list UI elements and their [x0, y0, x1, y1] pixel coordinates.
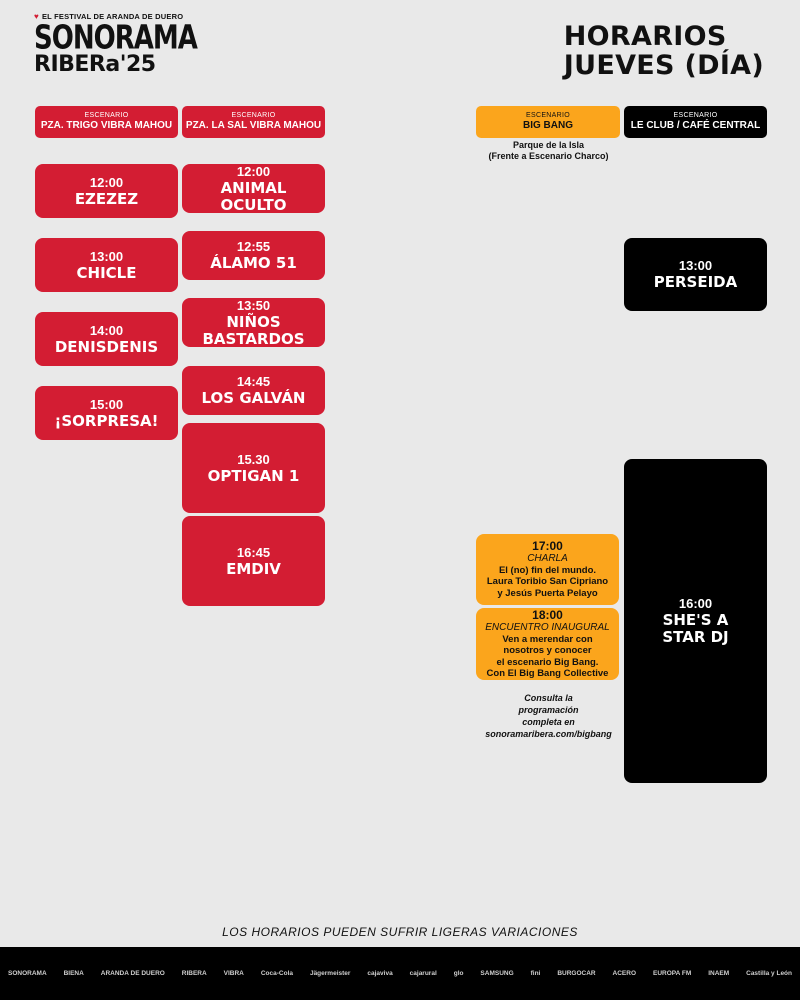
schedule-disclaimer: LOS HORARIOS PUEDEN SUFRIR LIGERAS VARIACIONES	[222, 925, 578, 939]
sponsor-logo: ACERO	[612, 970, 637, 977]
slot-sal-3	[182, 298, 325, 347]
stage-name: PZA. LA SAL VIBRA MAHOU	[185, 120, 322, 131]
slot-club-1	[624, 238, 767, 311]
event-desc: Con El Big Bang Collective	[486, 668, 609, 679]
slot-time: 13:50	[236, 297, 271, 313]
slot-time: 16:00	[678, 596, 713, 611]
sponsor-logo: fini	[530, 970, 541, 977]
slot-artist: PERSEIDA	[653, 273, 738, 291]
slot-time: 13:00	[89, 248, 124, 264]
stage-header-le-club	[624, 106, 767, 138]
slot-sal-1	[182, 164, 325, 213]
event-desc: El (no) fin del mundo.	[498, 564, 597, 576]
slot-artist-line-2: STAR DJ	[662, 628, 729, 646]
slot-trigo-3	[35, 312, 178, 366]
sponsor-logo: Castilla y León	[746, 970, 792, 977]
logo-sub: RIBERa'25	[34, 52, 156, 77]
event-kind: CHARLA	[527, 552, 568, 564]
logo-tagline: EL FESTIVAL DE ARANDA DE DUERO	[41, 12, 184, 21]
sponsor-logo: ARANDA DE DUERO	[100, 970, 165, 977]
sponsor-logo: BURGOCAR	[557, 970, 596, 977]
slot-time: 12:00	[89, 174, 124, 190]
sponsor-logo: RIBERA	[181, 970, 207, 977]
slot-artist: DENISDENIS	[54, 337, 159, 356]
slot-artist: LOS GALVÁN	[201, 389, 306, 407]
sponsor-bar	[0, 947, 800, 1000]
title-line-1: HORARIOS	[563, 21, 727, 52]
title-line-2: JUEVES (DÍA)	[563, 50, 764, 81]
slot-sal-6	[182, 516, 325, 606]
slot-time: 14:45	[236, 374, 271, 389]
event-kind: ENCUENTRO INAUGURAL	[485, 621, 610, 633]
slot-trigo-4	[35, 386, 178, 440]
slot-time: 15.30	[237, 451, 270, 467]
stage-name: LE CLUB / CAFÉ CENTRAL	[630, 120, 761, 131]
slot-artist: EMDIV	[226, 559, 281, 578]
slot-time: 12:00	[236, 163, 271, 179]
slot-artist: SHE'S A	[662, 611, 729, 629]
slot-sal-4	[182, 366, 325, 415]
slot-artist: EZEZEZ	[74, 189, 139, 208]
stage-header-sal	[182, 106, 325, 138]
sponsor-logo: Coca-Cola	[260, 970, 293, 977]
stage-label: ESCENARIO	[231, 112, 276, 119]
sponsor-logo: EUROPA FM	[652, 970, 692, 977]
logo-name: SONORAMA	[34, 19, 197, 57]
sponsor-logo: glo	[453, 970, 464, 977]
event-desc: nosotros y conocer	[503, 645, 592, 656]
slot-artist-line-2: OCULTO	[220, 195, 287, 214]
stage-name: BIG BANG	[523, 120, 573, 131]
slot-time: 12:55	[236, 239, 271, 254]
big-bang-more-info: Consulta la programación completa en sonoramaribera.com/bigbang	[476, 692, 621, 740]
sponsor-logo: cajarural	[409, 970, 437, 977]
sponsor-logo: VIBRA	[223, 970, 244, 977]
stage-label: ESCENARIO	[84, 112, 129, 119]
festival-logo	[34, 11, 197, 88]
slot-artist: OPTIGAN 1	[207, 466, 300, 485]
stage-label: ESCENARIO	[673, 112, 718, 119]
slot-sal-5	[182, 423, 325, 513]
slot-sal-2	[182, 231, 325, 280]
page-title	[564, 22, 764, 80]
sponsor-logo: SONORAMA	[8, 970, 47, 977]
slot-artist: ¡SORPRESA!	[54, 411, 159, 430]
sponsor-logo: cajaviva	[367, 970, 393, 977]
sponsor-logo: Jägermeister	[309, 970, 351, 977]
slot-artist: ÁLAMO 51	[210, 254, 297, 272]
stage-label: ESCENARIO	[526, 112, 570, 119]
sponsor-logo: SAMSUNG	[480, 970, 514, 977]
slot-trigo-2	[35, 238, 178, 292]
event-desc: Ven a merendar con	[502, 633, 593, 645]
stage-header-big-bang	[476, 106, 620, 138]
big-bang-location: Parque de la Isla (Frente a Escenario Charco)	[488, 140, 609, 161]
slot-artist: NIÑOS	[226, 312, 281, 331]
slot-time: 15:00	[89, 396, 124, 412]
event-time: 18:00	[532, 607, 563, 622]
slot-time: 14:00	[89, 322, 124, 338]
sponsor-logo: BIENA	[63, 970, 84, 977]
slot-artist-line-2: BASTARDOS	[202, 329, 305, 348]
event-big-bang-2	[476, 608, 619, 680]
slot-club-2	[624, 459, 767, 783]
sponsor-logo: INAEM	[708, 970, 730, 977]
slot-artist: CHICLE	[76, 263, 137, 282]
slot-artist: ANIMAL	[220, 178, 287, 197]
event-desc: el escenario Big Bang.	[496, 656, 599, 668]
event-big-bang-1	[476, 534, 619, 605]
slot-time: 13:00	[678, 258, 713, 273]
event-time: 17:00	[532, 538, 563, 553]
slot-trigo-1	[35, 164, 178, 218]
stage-name: PZA. TRIGO VIBRA MAHOU	[40, 120, 173, 131]
heart-icon: ♥	[34, 11, 39, 21]
stage-header-trigo	[35, 106, 178, 138]
event-desc: Laura Toribio San Cipriano	[486, 576, 609, 588]
event-desc: y Jesús Puerta Pelayo	[497, 587, 598, 599]
slot-time: 16:45	[236, 544, 271, 560]
big-bang-link[interactable]: sonoramaribera.com/bigbang	[485, 729, 612, 739]
